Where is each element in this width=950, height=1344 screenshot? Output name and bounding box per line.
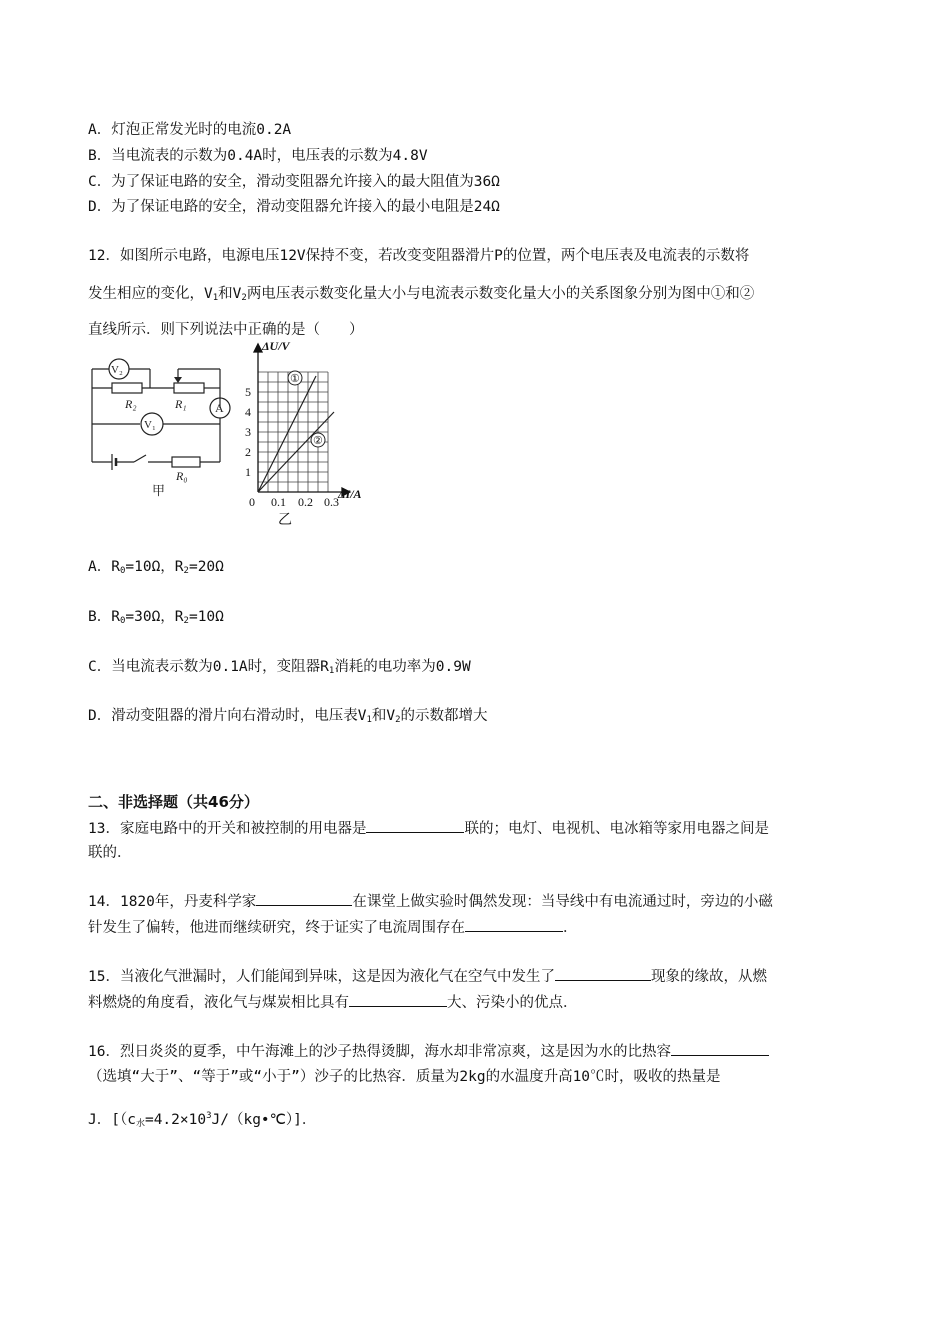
line-1 bbox=[258, 376, 316, 492]
x-tick: 0.2 bbox=[298, 495, 313, 509]
q16-line1: 16．烈日炎炎的夏季，中午海滩上的沙子热得烫脚，海水却非常凉爽，这是因为水的比热容 bbox=[88, 1041, 769, 1062]
q12-stem-line3: 直线所示．则下列说法中正确的是（ ） bbox=[88, 322, 364, 338]
q14-line1: 14．1820年，丹麦科学家 在课堂上做实验时偶然发现：当导线中有电流通过时，旁边的小磁 bbox=[88, 891, 773, 912]
q13-blank-1[interactable] bbox=[366, 818, 464, 833]
q16-blank-1[interactable] bbox=[671, 1041, 769, 1056]
q15-line1: 15．当液化气泄漏时，人们能闻到异味，这是因为液化气在空气中发生了 现象的缘故，从燃 bbox=[88, 966, 767, 987]
x-tick: 0 bbox=[249, 495, 255, 509]
q11-option-b: B．当电流表的示数为0.4A时，电压表的示数为4.8V bbox=[88, 148, 428, 164]
q12-option-d: D．滑动变阻器的滑片向右滑动时，电压表$V_1$和$V_2$的示数都增大 bbox=[88, 708, 488, 725]
svg-text:甲: 甲 bbox=[152, 484, 166, 499]
q14-line2: 针发生了偏转，他进而继续研究，终于证实了电流周围存在 ． bbox=[88, 917, 578, 938]
q12-stem-line2: 发生相应的变化，$V_1$和$V_2$两电压表示数变化量大小与电流表示数变化量大小的关系图象分别为图中①和② bbox=[88, 286, 755, 303]
y-tick: 3 bbox=[245, 425, 251, 439]
q13-line1: 13．家庭电路中的开关和被控制的用电器是 联的；电灯、电视机、电冰箱等家用电器之间是 bbox=[88, 818, 769, 839]
q16-line3: J．[$(c_水=4.2\times 10^3J/(kg•℃)]$． bbox=[88, 1111, 317, 1129]
q11-option-d: D．为了保证电路的安全，滑动变阻器允许接入的最小电阻是24Ω bbox=[88, 199, 500, 215]
line-2-label: ② bbox=[313, 435, 323, 447]
y-axis-label: ΔU/V bbox=[262, 339, 290, 353]
q11-option-a: A．灯泡正常发光时的电流0.2A bbox=[88, 122, 292, 138]
svg-text:A: A bbox=[215, 401, 224, 415]
q11-option-c: C．为了保证电路的安全，滑动变阻器允许接入的最大阻值为36Ω bbox=[88, 174, 500, 190]
q16-line2: （选填“大于”、“等于”或“小于”）沙子的比热容．质量为2kg的水温度升高10℃时，吸收的热量是 bbox=[88, 1069, 721, 1085]
line-1-label: ① bbox=[290, 373, 300, 385]
circuit-diagram bbox=[82, 352, 242, 527]
delta-u-delta-i-graph bbox=[238, 336, 388, 528]
x-tick: 0.3 bbox=[324, 495, 339, 509]
graph-grid bbox=[258, 372, 328, 492]
q12-option-c: C．当电流表示数为0.1A时，变阻器$R_1$消耗的电功率为0.9W bbox=[88, 659, 471, 676]
x-axis-label: ΔI/A bbox=[338, 487, 362, 501]
q12-stem-line1: 12．如图所示电路，电源电压12V保持不变，若改变变阻器滑片P的位置，两个电压表及电流表的示数将 bbox=[88, 248, 750, 264]
q15-line2: 料燃烧的角度看，液化气与煤炭相比具有 大、污染小的优点． bbox=[88, 992, 578, 1013]
svg-text:R₀: R₀ bbox=[176, 469, 188, 483]
y-tick: 2 bbox=[245, 445, 251, 459]
q14-blank-1[interactable] bbox=[256, 891, 352, 906]
q15-blank-1[interactable] bbox=[555, 966, 651, 981]
resistor-r1 bbox=[174, 383, 204, 393]
resistor-r2 bbox=[112, 383, 142, 393]
resistor-r0 bbox=[172, 457, 200, 467]
q12-option-b: B．$R_0=30\Omega$，$R_2=10\Omega$ bbox=[88, 609, 224, 626]
x-tick: 0.1 bbox=[271, 495, 286, 509]
svg-text:R₂: R₂ bbox=[125, 397, 137, 411]
q12-option-a: A．$R_0=10\Omega$，$R_2=20\Omega$ bbox=[88, 559, 224, 576]
y-tick: 1 bbox=[245, 465, 251, 479]
q13-line2: 联的． bbox=[88, 845, 132, 861]
q14-blank-2[interactable] bbox=[465, 917, 563, 932]
svg-text:V₁: V₁ bbox=[144, 419, 156, 431]
q15-blank-2[interactable] bbox=[349, 992, 447, 1007]
y-tick: 5 bbox=[245, 385, 251, 399]
svg-text:V₂: V₂ bbox=[111, 364, 123, 376]
section-heading: 二、非选择题（共46分） bbox=[88, 793, 259, 811]
svg-text:R₁: R₁ bbox=[175, 397, 187, 411]
y-tick: 4 bbox=[245, 405, 251, 419]
graph-caption: 乙 bbox=[278, 512, 292, 528]
